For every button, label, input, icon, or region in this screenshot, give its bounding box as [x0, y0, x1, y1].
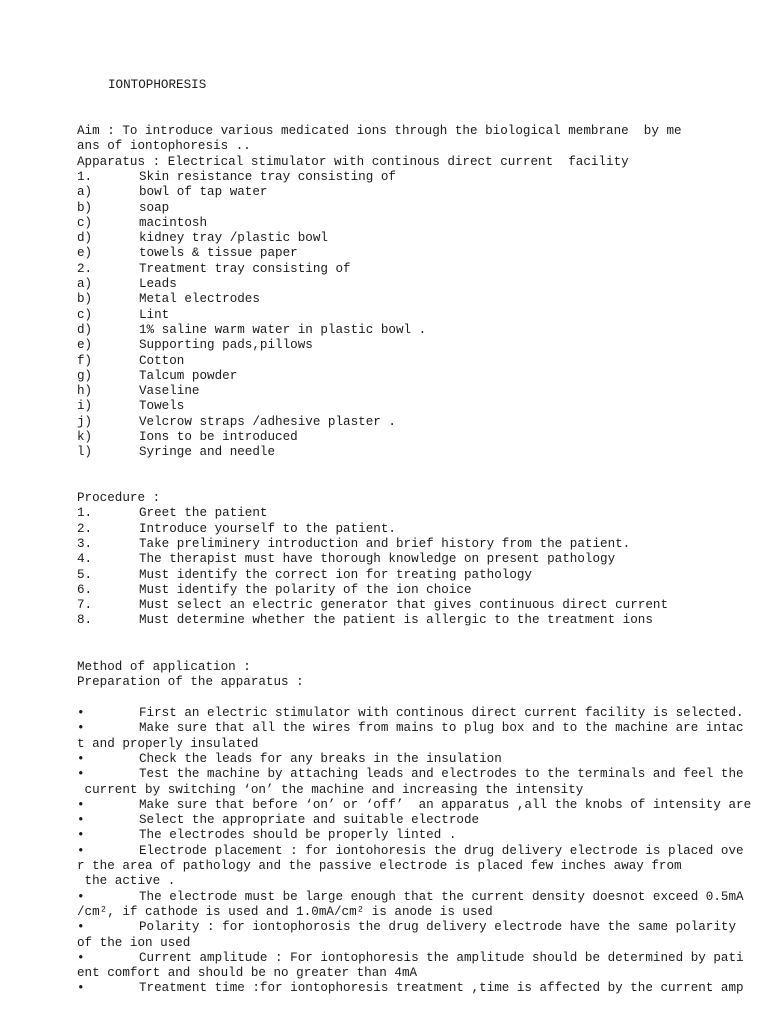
bullet-text: Test the machine by attaching leads and electrodes to the terminals and feel the [139, 767, 744, 782]
apparatus-item [77, 415, 396, 430]
apparatus-item-label: e) [77, 246, 93, 261]
apparatus-item-label: h) [77, 384, 93, 399]
bullet-marker: • [77, 706, 85, 720]
apparatus-item-text: Metal electrodes [139, 292, 260, 307]
apparatus-item-text: kidney tray /plastic bowl [139, 231, 328, 246]
apparatus-item-label: a) [77, 185, 93, 200]
apparatus-item-text: Skin resistance tray consisting of [139, 169, 396, 184]
apparatus-item [77, 308, 169, 323]
apparatus-item [77, 185, 267, 200]
bullet-item [77, 920, 736, 935]
bullet-text: First an electric stimulator with continous direct current facility is selected. [139, 706, 744, 720]
procedure-item-label: 1. [77, 506, 93, 521]
apparatus-item [77, 445, 275, 460]
bullet-text: Check the leads for any breaks in the insulation [139, 751, 502, 766]
bullet-item-continuation [77, 936, 190, 951]
apparatus-item [77, 216, 207, 231]
procedure-item-text: Must identify the correct ion for treating pathology [139, 567, 532, 582]
bullet-item [77, 706, 744, 721]
procedure-item-text: Introduce yourself to the patient. [139, 521, 396, 536]
bullet-text: Polarity : for iontophorosis the drug delivery electrode have the same polarity [139, 920, 737, 935]
procedure-item-label: 5. [77, 567, 93, 582]
apparatus-item-label: d) [77, 231, 93, 246]
apparatus-item [77, 354, 184, 369]
procedure-item-label: 3. [77, 536, 93, 551]
apparatus-item-text: Ions to be introduced [139, 430, 298, 444]
bullet-marker: • [77, 767, 85, 782]
apparatus-heading: Apparatus : Electrical stimulator with continous direct current facility [77, 154, 629, 169]
bullet-item-continuation [77, 966, 417, 981]
bullet-text: current by switching ‘on’ the machine and increasing the intensity [77, 782, 584, 797]
apparatus-item-label: a) [77, 277, 93, 291]
apparatus-item-label: j) [77, 414, 93, 429]
apparatus-item [77, 384, 199, 399]
procedure-item-label: 6. [77, 582, 93, 597]
aim-line-2: ans of iontophoresis .. [77, 139, 251, 154]
bullet-item-continuation [77, 874, 175, 889]
bullet-marker: • [77, 889, 85, 904]
procedure-item-label: 2. [77, 521, 93, 536]
bullet-text: ent comfort and should be no greater than 4mA [77, 966, 418, 981]
procedure-item-text: Must identify the polarity of the ion choice [139, 582, 472, 597]
bullet-text: the active . [77, 874, 176, 889]
bullet-marker: • [77, 721, 85, 736]
apparatus-item-label: l) [77, 445, 93, 460]
bullet-text: Select the appropriate and suitable electrode [139, 813, 480, 828]
bullet-text: Electrode placement : for iontohoresis the drug delivery electrode is placed ove [139, 843, 744, 858]
bullet-marker: • [77, 920, 85, 935]
bullet-marker: • [77, 950, 85, 965]
apparatus-item-text: towels & tissue paper [139, 246, 298, 261]
apparatus-item-label: c) [77, 215, 93, 230]
bullet-item [77, 890, 744, 905]
apparatus-item-text: Vaseline [139, 384, 200, 399]
apparatus-item [77, 399, 184, 414]
bullet-text: t and properly insulated [77, 736, 259, 751]
apparatus-item [77, 201, 169, 216]
apparatus-item-text: bowl of tap water [139, 185, 268, 200]
apparatus-item [77, 277, 177, 292]
apparatus-item-label: g) [77, 368, 93, 383]
apparatus-item-label: f) [77, 353, 93, 368]
apparatus-item-text: Treatment tray consisting of [139, 261, 351, 276]
apparatus-item [77, 246, 298, 261]
apparatus-item-text: Velcrow straps /adhesive plaster . [139, 414, 396, 429]
bullet-text: Make sure that all the wires from mains to plug box and to the machine are intac [139, 721, 744, 736]
apparatus-item-text: macintosh [139, 215, 208, 230]
apparatus-item-text: Syringe and needle [139, 445, 276, 460]
apparatus-item-text: 1% saline warm water in plastic bowl . [139, 322, 427, 337]
bullet-item [77, 828, 456, 843]
apparatus-item-label: 2. [77, 261, 93, 276]
bullet-item [77, 752, 502, 767]
bullet-item [77, 767, 744, 782]
bullet-text: Current amplitude : For iontophoresis the amplitude should be determined by pati [139, 950, 744, 965]
procedure-item [77, 537, 630, 552]
procedure-item [77, 506, 267, 521]
apparatus-item-label: 1. [77, 169, 93, 184]
procedure-item-label: 8. [77, 613, 93, 628]
procedure-heading: Procedure : [77, 491, 161, 505]
apparatus-item-label: d) [77, 322, 93, 337]
apparatus-item [77, 231, 328, 246]
bullet-item-continuation [77, 783, 583, 798]
bullet-marker: • [77, 813, 85, 828]
apparatus-item [77, 262, 351, 277]
method-heading: Method of application : [77, 660, 251, 674]
procedure-item [77, 568, 532, 583]
procedure-item [77, 613, 653, 628]
apparatus-item-text: soap [139, 200, 170, 215]
apparatus-item [77, 369, 237, 384]
bullet-item [77, 844, 744, 859]
apparatus-item [77, 338, 313, 353]
apparatus-item [77, 430, 298, 445]
bullet-marker: • [77, 828, 85, 843]
bullet-text: Treatment time :for iontophoresis treatment ,time is affected by the current amp [139, 981, 744, 996]
apparatus-item [77, 170, 396, 185]
procedure-item-text: The therapist must have thorough knowledge on present pathology [139, 552, 616, 567]
procedure-item [77, 598, 668, 613]
procedure-item [77, 552, 615, 567]
bullet-marker: • [77, 981, 85, 996]
procedure-item-text: Must select an electric generator that gives continuous direct current [139, 598, 669, 613]
bullet-text: The electrode must be large enough that the current density doesnot exceed 0.5mA [139, 889, 744, 904]
apparatus-item-text: Cotton [139, 353, 185, 368]
bullet-item [77, 798, 751, 813]
apparatus-item-text: Lint [139, 307, 170, 322]
bullet-item [77, 813, 479, 828]
bullet-item [77, 981, 744, 996]
apparatus-item [77, 323, 426, 338]
bullet-text: of the ion used [77, 935, 191, 950]
apparatus-item-text: Supporting pads,pillows [139, 338, 313, 353]
document-title: IONTOPHORESIS [108, 78, 207, 92]
apparatus-item-label: b) [77, 292, 93, 307]
bullet-item-continuation [77, 737, 258, 752]
procedure-item [77, 583, 472, 598]
apparatus-item-label: b) [77, 200, 93, 215]
preparation-heading: Preparation of the apparatus : [77, 675, 304, 690]
procedure-item-label: 7. [77, 598, 93, 613]
procedure-item-label: 4. [77, 552, 93, 567]
apparatus-item-label: i) [77, 399, 93, 414]
apparatus-item-label: c) [77, 307, 93, 322]
procedure-item-text: Must determine whether the patient is allergic to the treatment ions [139, 613, 653, 628]
apparatus-item-text: Leads [139, 277, 177, 291]
apparatus-item-text: Towels [139, 399, 185, 414]
apparatus-item [77, 292, 260, 307]
bullet-text: The electrodes should be properly linted . [139, 828, 457, 843]
procedure-item-text: Greet the patient [139, 506, 268, 521]
bullet-marker: • [77, 797, 85, 812]
bullet-marker: • [77, 751, 85, 766]
apparatus-item-label: e) [77, 338, 93, 353]
bullet-marker: • [77, 843, 85, 858]
bullet-item [77, 951, 744, 966]
apparatus-item-label: k) [77, 430, 93, 444]
bullet-text: /cm², if cathode is used and 1.0mA/cm² is anode is used [77, 904, 493, 919]
aim-line-1: Aim : To introduce various medicated ions through the biological membrane by me [77, 124, 682, 138]
bullet-text: Make sure that before ‘on’ or ‘off’ an apparatus ,all the knobs of intensity are [139, 797, 752, 812]
apparatus-item-text: Talcum powder [139, 368, 238, 383]
procedure-item [77, 522, 396, 537]
bullet-item [77, 721, 744, 736]
bullet-text: r the area of pathology and the passive electrode is placed few inches away from [77, 859, 682, 873]
procedure-item-text: Take preliminery introduction and brief history from the patient. [139, 536, 631, 551]
bullet-item-continuation [77, 859, 682, 874]
bullet-item-continuation [77, 905, 493, 920]
